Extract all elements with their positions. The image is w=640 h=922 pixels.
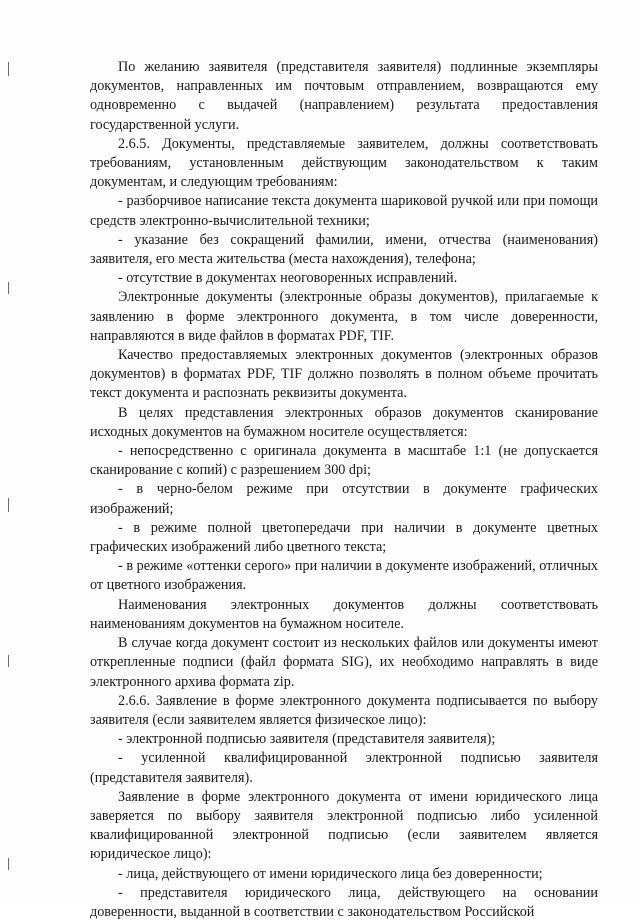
paragraph: Заявление в форме электронного документа от имени юридического лица заверяется по выбору заявителя электронной подписью либо усиленной квалифицированной электронной подписью (если заявителем является юридическое лицо): [90,788,598,863]
paragraph: Качество предоставляемых электронных документов (электронных образов документов) в форматах PDF, TIF должно позволять в полном объеме прочитать текст документа и распознать реквизиты документа. [90,347,598,402]
paragraph: В целях представления электронных образов документов сканирование исходных документов на бумажном носителе осуществляется: [90,404,598,440]
document-body [90,58,598,922]
requirement-item: - указание без сокращений фамилии, имени, отчества (наименования) заявителя, его места жительства (места нахождения), телефона; [90,231,598,268]
scan-margin-mark [8,282,9,294]
signature-option-item: - электронной подписью заявителя (представителя заявителя); [118,731,496,748]
signature-option-item: - усиленной квалифицированной электронной подписью заявителя (представителя заявителя). [90,750,598,786]
section-2-6-6: 2.6.6. Заявление в форме электронного документа подписывается по выбору заявителя (если заявителем является физическое лицо): [90,692,598,728]
paragraph: Наименования электронных документов должны соответствовать наименованиям документов на бумажном носителе. [90,596,598,632]
scan-rule-item: - непосредственно с оригинала документа в масштабе 1:1 (не допускается сканирование с копий) с разрешением 300 dpi; [90,443,598,479]
scan-margin-mark [8,858,9,870]
paragraph: В случае когда документ состоит из нескольких файлов или документы имеют открепленные подписи (файл формата SIG), их необходимо направлять в виде электронного архива формата zip. [90,635,598,690]
requirement-item: - отсутствие в документах неоговоренных исправлений. [118,270,458,287]
signer-option-item: - представителя юридического лица, действующего на основании доверенности, выданной в соответствии с законодательством Российской [90,884,598,920]
signer-option-item: - лица, действующего от имени юридического лица без доверенности; [118,865,543,882]
scan-margin-mark [8,498,9,512]
scan-margin-mark [8,62,9,76]
scan-margin-mark [8,655,9,667]
paragraph: По желанию заявителя (представителя заявителя) подлинные экземпляры документов, направленных им почтовым отправлением, возвращаются ему одновременно с выдачей (направлением) результата предоставления государственной услуги. [90,59,598,133]
paragraph: Электронные документы (электронные образы документов), прилагаемые к заявлению в форме электронного документа, в том числе доверенности, направляются в виде файлов в форматах PDF, TIF. [90,289,598,344]
scan-rule-item: - в режиме полной цветопередачи при наличии в документе цветных графических изображений либо цветного текста; [90,519,598,556]
scan-rule-item: - в черно-белом режиме при отсутствии в документе графических изображений; [90,481,598,517]
scan-rule-item: - в режиме «оттенки серого» при наличии в документе изображений, отличных от цветного изображения. [90,558,598,594]
section-2-6-5: 2.6.5. Документы, представляемые заявителем, должны соответствовать требованиям, установленным действующим законодательством к таким документам, и следующим требованиям: [90,135,598,191]
requirement-item: - разборчивое написание текста документа шариковой ручкой или при помощи средств электронно-вычислительной техники; [90,193,598,229]
